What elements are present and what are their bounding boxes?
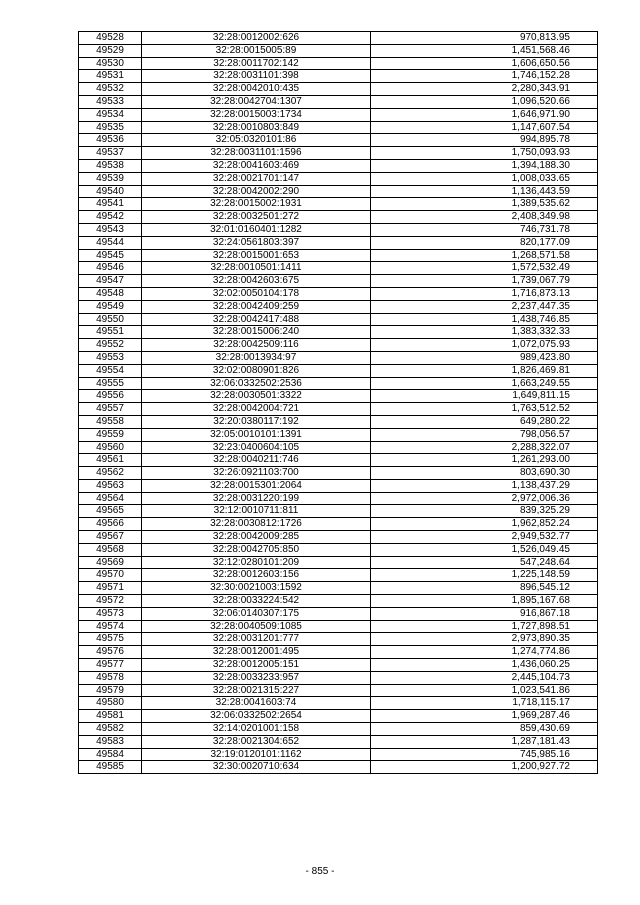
row-id-cell: 49584 [79, 748, 142, 761]
cadastral-number-cell: 32:28:0012002:626 [142, 32, 371, 45]
cadastral-number-cell: 32:28:0042010:435 [142, 83, 371, 96]
row-id-cell: 49540 [79, 185, 142, 198]
table-row [79, 223, 598, 236]
row-id-cell: 49579 [79, 684, 142, 697]
row-id-cell: 49578 [79, 671, 142, 684]
table-row [79, 761, 598, 774]
cadastral-number-cell: 32:28:0012603:156 [142, 569, 371, 582]
cadastral-number-cell: 32:30:0020710:634 [142, 761, 371, 774]
value-cell: 746,731.78 [371, 223, 598, 236]
cadastral-number-cell: 32:28:0015002:1931 [142, 198, 371, 211]
cadastral-number-cell: 32:19:0120101:1162 [142, 748, 371, 761]
table-row [79, 121, 598, 134]
value-cell: 547,248.64 [371, 556, 598, 569]
value-cell: 2,280,343.91 [371, 83, 598, 96]
row-id-cell: 49559 [79, 428, 142, 441]
table-row [79, 556, 598, 569]
value-cell: 2,973,890.35 [371, 633, 598, 646]
value-cell: 1,739,067.79 [371, 275, 598, 288]
row-id-cell: 49562 [79, 467, 142, 480]
row-id-cell: 49561 [79, 454, 142, 467]
row-id-cell: 49550 [79, 313, 142, 326]
value-cell: 2,237,447.35 [371, 300, 598, 313]
cadastral-number-cell: 32:14:0201001:158 [142, 723, 371, 736]
row-id-cell: 49583 [79, 735, 142, 748]
value-cell: 1,526,049.45 [371, 543, 598, 556]
table-row [79, 659, 598, 672]
cadastral-number-cell: 32:28:0042705:850 [142, 543, 371, 556]
table-row [79, 428, 598, 441]
table-row [79, 57, 598, 70]
table-row [79, 83, 598, 96]
row-id-cell: 49534 [79, 108, 142, 121]
value-cell: 1,895,167.68 [371, 595, 598, 608]
value-cell: 1,572,532.49 [371, 262, 598, 275]
table-row [79, 364, 598, 377]
row-id-cell: 49551 [79, 326, 142, 339]
cadastral-number-cell: 32:28:0012005:151 [142, 659, 371, 672]
table-row [79, 735, 598, 748]
cadastral-number-cell: 32:28:0012001:495 [142, 646, 371, 659]
cadastral-number-cell: 32:28:0010501:1411 [142, 262, 371, 275]
table-row [79, 134, 598, 147]
cadastral-number-cell: 32:28:0031101:1596 [142, 147, 371, 160]
row-id-cell: 49558 [79, 415, 142, 428]
row-id-cell: 49547 [79, 275, 142, 288]
table-row [79, 671, 598, 684]
table-row [79, 582, 598, 595]
value-cell: 745,985.16 [371, 748, 598, 761]
table-row [79, 595, 598, 608]
cadastral-number-cell: 32:28:0030501:3322 [142, 390, 371, 403]
value-cell: 1,649,811.15 [371, 390, 598, 403]
table-row [79, 505, 598, 518]
cadastral-number-cell: 32:06:0332502:2654 [142, 710, 371, 723]
row-id-cell: 49572 [79, 595, 142, 608]
row-id-cell: 49555 [79, 377, 142, 390]
value-cell: 2,445,104.73 [371, 671, 598, 684]
row-id-cell: 49539 [79, 172, 142, 185]
value-cell: 2,288,322.07 [371, 441, 598, 454]
cadastral-number-cell: 32:28:0042002:290 [142, 185, 371, 198]
row-id-cell: 49536 [79, 134, 142, 147]
cadastral-number-cell: 32:28:0031220:199 [142, 492, 371, 505]
row-id-cell: 49554 [79, 364, 142, 377]
value-cell: 1,436,060.25 [371, 659, 598, 672]
row-id-cell: 49548 [79, 287, 142, 300]
cadastral-number-cell: 32:28:0015006:240 [142, 326, 371, 339]
value-cell: 1,023,541.86 [371, 684, 598, 697]
value-cell: 1,287,181.43 [371, 735, 598, 748]
cadastral-number-cell: 32:23:0400604:105 [142, 441, 371, 454]
row-id-cell: 49528 [79, 32, 142, 45]
value-cell: 1,200,927.72 [371, 761, 598, 774]
value-cell: 896,545.12 [371, 582, 598, 595]
row-id-cell: 49557 [79, 403, 142, 416]
value-cell: 1,646,971.90 [371, 108, 598, 121]
value-cell: 1,438,746.85 [371, 313, 598, 326]
table-row [79, 313, 598, 326]
cadastral-number-cell: 32:06:0140307:175 [142, 607, 371, 620]
table-row [79, 185, 598, 198]
table-row [79, 723, 598, 736]
row-id-cell: 49568 [79, 543, 142, 556]
value-cell: 1,663,249.55 [371, 377, 598, 390]
value-cell: 2,972,006.36 [371, 492, 598, 505]
row-id-cell: 49532 [79, 83, 142, 96]
value-cell: 1,718,115.17 [371, 697, 598, 710]
cadastral-number-cell: 32:06:0332502:2536 [142, 377, 371, 390]
value-cell: 803,690.30 [371, 467, 598, 480]
cadastral-number-cell: 32:28:0010803:849 [142, 121, 371, 134]
table-row [79, 351, 598, 364]
cadastral-number-cell: 32:28:0042417:488 [142, 313, 371, 326]
row-id-cell: 49545 [79, 249, 142, 262]
table-row [79, 390, 598, 403]
table-row [79, 620, 598, 633]
cadastral-number-cell: 32:28:0031201:777 [142, 633, 371, 646]
value-cell: 1,394,188.30 [371, 159, 598, 172]
table-row [79, 275, 598, 288]
table-row [79, 441, 598, 454]
table-row [79, 339, 598, 352]
row-id-cell: 49537 [79, 147, 142, 160]
cadastral-number-cell: 32:28:0021315:227 [142, 684, 371, 697]
value-cell: 839,325.29 [371, 505, 598, 518]
table-row [79, 287, 598, 300]
cadastral-number-cell: 32:28:0015005:89 [142, 44, 371, 57]
value-cell: 2,408,349.98 [371, 211, 598, 224]
row-id-cell: 49530 [79, 57, 142, 70]
cadastral-number-cell: 32:28:0042509:116 [142, 339, 371, 352]
value-cell: 1,147,607.54 [371, 121, 598, 134]
table-row [79, 44, 598, 57]
cadastral-number-cell: 32:28:0011702:142 [142, 57, 371, 70]
value-cell: 1,389,535.62 [371, 198, 598, 211]
table-row [79, 211, 598, 224]
value-cell: 2,949,532.77 [371, 531, 598, 544]
row-id-cell: 49553 [79, 351, 142, 364]
value-cell: 1,826,469.81 [371, 364, 598, 377]
value-cell: 1,763,512.52 [371, 403, 598, 416]
value-cell: 1,138,437.29 [371, 479, 598, 492]
table-row [79, 633, 598, 646]
property-value-table [78, 31, 598, 774]
value-cell: 1,750,093.93 [371, 147, 598, 160]
value-cell: 1,962,852.24 [371, 518, 598, 531]
cadastral-number-cell: 32:01:0160401:1282 [142, 223, 371, 236]
table-row [79, 70, 598, 83]
row-id-cell: 49585 [79, 761, 142, 774]
value-cell: 994,895.78 [371, 134, 598, 147]
row-id-cell: 49573 [79, 607, 142, 620]
cadastral-number-cell: 32:28:0015001:653 [142, 249, 371, 262]
value-cell: 1,383,332.33 [371, 326, 598, 339]
cadastral-number-cell: 32:05:0010101:1391 [142, 428, 371, 441]
cadastral-number-cell: 32:28:0013934:97 [142, 351, 371, 364]
table-row [79, 108, 598, 121]
value-cell: 1,136,443.59 [371, 185, 598, 198]
row-id-cell: 49580 [79, 697, 142, 710]
table-row [79, 684, 598, 697]
row-id-cell: 49529 [79, 44, 142, 57]
row-id-cell: 49556 [79, 390, 142, 403]
table-body [79, 32, 598, 774]
table-row [79, 454, 598, 467]
cadastral-number-cell: 32:12:0010711:811 [142, 505, 371, 518]
cadastral-number-cell: 32:28:0041603:469 [142, 159, 371, 172]
cadastral-number-cell: 32:28:0042704:1307 [142, 95, 371, 108]
row-id-cell: 49582 [79, 723, 142, 736]
cadastral-number-cell: 32:28:0040211:746 [142, 454, 371, 467]
value-cell: 1,606,650.56 [371, 57, 598, 70]
table-row [79, 172, 598, 185]
value-cell: 798,056.57 [371, 428, 598, 441]
cadastral-number-cell: 32:28:0021304:652 [142, 735, 371, 748]
table-row [79, 697, 598, 710]
table-row [79, 95, 598, 108]
value-cell: 970,813.95 [371, 32, 598, 45]
cadastral-number-cell: 32:28:0015301:2064 [142, 479, 371, 492]
value-cell: 649,280.22 [371, 415, 598, 428]
table-row [79, 607, 598, 620]
table-row [79, 531, 598, 544]
value-cell: 1,008,033.65 [371, 172, 598, 185]
row-id-cell: 49552 [79, 339, 142, 352]
value-cell: 1,746,152.28 [371, 70, 598, 83]
row-id-cell: 49575 [79, 633, 142, 646]
value-cell: 1,072,075.93 [371, 339, 598, 352]
value-cell: 1,969,287.46 [371, 710, 598, 723]
row-id-cell: 49560 [79, 441, 142, 454]
table-row [79, 300, 598, 313]
row-id-cell: 49577 [79, 659, 142, 672]
cadastral-number-cell: 32:28:0032501:272 [142, 211, 371, 224]
table-row [79, 377, 598, 390]
table-row [79, 518, 598, 531]
table-row [79, 32, 598, 45]
cadastral-number-cell: 32:28:0041603:74 [142, 697, 371, 710]
row-id-cell: 49576 [79, 646, 142, 659]
row-id-cell: 49544 [79, 236, 142, 249]
table-row [79, 147, 598, 160]
row-id-cell: 49541 [79, 198, 142, 211]
table-row [79, 326, 598, 339]
table-row [79, 492, 598, 505]
cadastral-number-cell: 32:28:0042603:675 [142, 275, 371, 288]
row-id-cell: 49571 [79, 582, 142, 595]
cadastral-number-cell: 32:24:0561803:397 [142, 236, 371, 249]
value-cell: 1,727,898.51 [371, 620, 598, 633]
row-id-cell: 49563 [79, 479, 142, 492]
value-cell: 1,225,148.59 [371, 569, 598, 582]
value-cell: 989,423.80 [371, 351, 598, 364]
cadastral-number-cell: 32:28:0021701:147 [142, 172, 371, 185]
cadastral-number-cell: 32:28:0015003:1734 [142, 108, 371, 121]
cadastral-number-cell: 32:20:0380117:192 [142, 415, 371, 428]
row-id-cell: 49543 [79, 223, 142, 236]
table-row [79, 569, 598, 582]
row-id-cell: 49531 [79, 70, 142, 83]
page-number: - 855 - [305, 866, 335, 877]
table-row [79, 467, 598, 480]
cadastral-number-cell: 32:30:0021003:1592 [142, 582, 371, 595]
row-id-cell: 49581 [79, 710, 142, 723]
row-id-cell: 49565 [79, 505, 142, 518]
value-cell: 1,716,873.13 [371, 287, 598, 300]
row-id-cell: 49564 [79, 492, 142, 505]
value-cell: 1,096,520.66 [371, 95, 598, 108]
value-cell: 859,430.69 [371, 723, 598, 736]
row-id-cell: 49569 [79, 556, 142, 569]
value-cell: 1,261,293.00 [371, 454, 598, 467]
cadastral-number-cell: 32:28:0033224:542 [142, 595, 371, 608]
table-row [79, 198, 598, 211]
cadastral-number-cell: 32:12:0280101:209 [142, 556, 371, 569]
cadastral-number-cell: 32:28:0033233:957 [142, 671, 371, 684]
cadastral-number-cell: 32:28:0031101:398 [142, 70, 371, 83]
cadastral-number-cell: 32:02:0080901:826 [142, 364, 371, 377]
table-row [79, 479, 598, 492]
table-row [79, 403, 598, 416]
table-row [79, 710, 598, 723]
cadastral-number-cell: 32:28:0040509:1085 [142, 620, 371, 633]
row-id-cell: 49566 [79, 518, 142, 531]
cadastral-number-cell: 32:26:0921103:700 [142, 467, 371, 480]
table-row [79, 415, 598, 428]
cadastral-number-cell: 32:28:0042009:285 [142, 531, 371, 544]
table-row [79, 262, 598, 275]
cadastral-number-cell: 32:05:0320101:86 [142, 134, 371, 147]
value-cell: 820,177.09 [371, 236, 598, 249]
row-id-cell: 49542 [79, 211, 142, 224]
value-cell: 1,268,571.58 [371, 249, 598, 262]
row-id-cell: 49533 [79, 95, 142, 108]
row-id-cell: 49574 [79, 620, 142, 633]
value-cell: 916,867.18 [371, 607, 598, 620]
cadastral-number-cell: 32:02:0050104:178 [142, 287, 371, 300]
table-row [79, 748, 598, 761]
value-cell: 1,451,568.46 [371, 44, 598, 57]
table-row [79, 646, 598, 659]
row-id-cell: 49549 [79, 300, 142, 313]
row-id-cell: 49546 [79, 262, 142, 275]
cadastral-number-cell: 32:28:0030812:1726 [142, 518, 371, 531]
row-id-cell: 49538 [79, 159, 142, 172]
table-row [79, 543, 598, 556]
cadastral-number-cell: 32:28:0042409:259 [142, 300, 371, 313]
row-id-cell: 49567 [79, 531, 142, 544]
table-row [79, 159, 598, 172]
value-cell: 1,274,774.86 [371, 646, 598, 659]
table-row [79, 249, 598, 262]
table-row [79, 236, 598, 249]
row-id-cell: 49535 [79, 121, 142, 134]
row-id-cell: 49570 [79, 569, 142, 582]
cadastral-number-cell: 32:28:0042004:721 [142, 403, 371, 416]
